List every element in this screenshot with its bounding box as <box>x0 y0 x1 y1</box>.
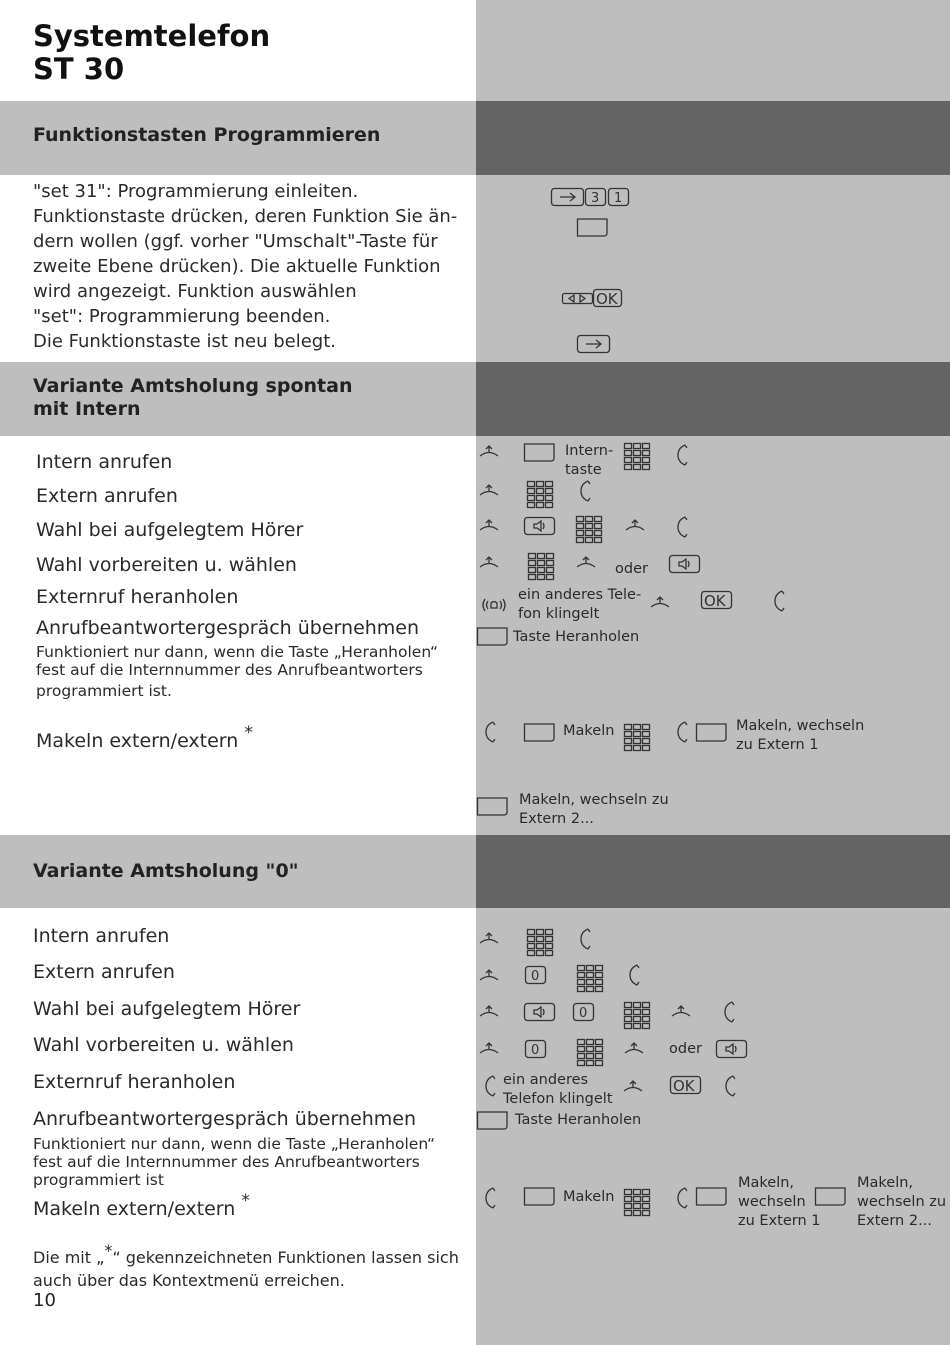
row-label: Extern anrufen <box>33 961 175 983</box>
label-line: Intern- <box>565 443 614 459</box>
ok-key-label: OK <box>704 592 726 610</box>
note-line: Funktioniert nur dann, wenn die Taste „Heranholen“ <box>36 643 439 661</box>
handset-talk-icon <box>578 480 592 502</box>
title-line: Systemtelefon <box>33 19 271 53</box>
label-line: fon klingelt <box>518 606 600 622</box>
row-label <box>36 723 253 752</box>
function-key-icon <box>524 723 556 743</box>
key-label <box>857 1174 946 1231</box>
keypad-icon <box>576 516 602 544</box>
keypad-icon <box>624 1002 650 1030</box>
handset-lift-icon <box>478 554 500 572</box>
key-label: Makeln <box>563 723 615 739</box>
text-line: Die Funktionstaste ist neu belegt. <box>33 331 336 352</box>
ringing-label <box>503 1071 613 1109</box>
keypad-icon <box>528 553 554 581</box>
note-line: fest auf die Internnummer des Anrufbeantworters <box>36 661 423 679</box>
oder-label: oder <box>615 561 648 577</box>
instruction-text <box>33 179 457 354</box>
function-key-icon <box>696 1187 728 1207</box>
footnote <box>33 1241 459 1292</box>
section-heading <box>33 375 352 421</box>
title-line: ST 30 <box>33 52 125 86</box>
handset-lift-icon <box>478 930 500 948</box>
section-band-dark <box>476 835 950 908</box>
row-label: Anrufbeantwortergespräch übernehmen <box>33 1108 417 1130</box>
keypad-icon <box>624 724 650 752</box>
keypad-icon <box>624 443 650 471</box>
function-key-icon <box>477 797 509 817</box>
label-line: Makeln, <box>857 1175 914 1191</box>
handset-lift-icon <box>478 517 500 535</box>
label-line: Extern 2... <box>857 1213 932 1229</box>
row-label: Intern anrufen <box>33 925 170 947</box>
key-label: Taste Heranholen <box>515 1112 642 1128</box>
speaker-key-icon <box>524 517 556 537</box>
footnote-text: “ gekennzeichneten Funktionen lassen sich <box>112 1248 459 1267</box>
keypad-icon <box>527 481 553 509</box>
handset-lift-icon <box>649 594 671 612</box>
label-line: Makeln, <box>738 1175 795 1191</box>
row-label: Anrufbeantwortergespräch übernehmen <box>36 617 420 639</box>
note-line: programmiert ist. <box>36 682 172 700</box>
keypad-icon <box>527 929 553 957</box>
key-digit: 0 <box>531 969 540 984</box>
function-key-icon <box>477 1111 509 1131</box>
row-label: Intern anrufen <box>36 451 173 473</box>
asterisk: * <box>241 1191 250 1211</box>
row-label-text: Makeln extern/extern <box>33 1198 236 1220</box>
right-column-panel <box>476 0 950 1345</box>
footnote-text: Die mit „ <box>33 1248 105 1267</box>
key-digit: 1 <box>614 191 623 206</box>
section-band-dark <box>476 101 950 175</box>
note-line: Funktioniert nur dann, wenn die Taste „Heranholen“ <box>33 1135 436 1153</box>
ringing-icon <box>481 598 507 614</box>
key-label: Makeln <box>563 1189 615 1205</box>
note-text <box>33 1135 435 1189</box>
row-label: Extern anrufen <box>36 485 178 507</box>
note-line: fest auf die Internnummer des Anrufbeantworters <box>33 1153 420 1171</box>
handset-lift-icon <box>478 1003 500 1021</box>
handset-lift-icon <box>478 443 500 461</box>
ok-key-label: OK <box>673 1077 695 1095</box>
keypad-icon <box>577 1039 603 1067</box>
zero-key-icon <box>573 1003 595 1023</box>
key-label <box>519 791 669 829</box>
row-label: Wahl bei aufgelegtem Hörer <box>33 998 301 1020</box>
arrow-ok-keys-icon <box>562 289 624 309</box>
handset-lift-icon <box>478 967 500 985</box>
page-title <box>33 20 270 86</box>
handset-lift-icon <box>622 1078 644 1096</box>
ok-key-icon <box>701 591 733 611</box>
heading-line: mit Intern <box>33 398 141 420</box>
text-line: Funktionstaste drücken, deren Funktion Sie än- <box>33 206 458 227</box>
asterisk: * <box>244 723 253 743</box>
row-label: Wahl bei aufgelegtem Hörer <box>36 519 304 541</box>
row-label-text: Makeln extern/extern <box>36 730 239 752</box>
label-line: taste <box>565 462 602 478</box>
function-key-icon <box>524 443 556 463</box>
handset-talk-icon <box>675 444 689 466</box>
label-line: zu Extern 1 <box>738 1213 821 1229</box>
row-label: Wahl vorbereiten u. wählen <box>33 1034 294 1056</box>
note-line: programmiert ist <box>33 1171 164 1189</box>
keypad-icon <box>624 1189 650 1217</box>
section-heading: Funktionstasten Programmieren <box>33 124 381 146</box>
handset-lift-icon <box>670 1003 692 1021</box>
note-text <box>36 643 438 700</box>
handset-talk-icon <box>483 1187 497 1209</box>
speaker-key-icon <box>669 555 701 575</box>
handset-talk-icon <box>675 516 689 538</box>
heading-line: Variante Amtsholung spontan <box>33 375 353 397</box>
text-line: "set 31": Programmierung einleiten. <box>33 181 359 202</box>
key-label <box>736 717 864 755</box>
handset-lift-icon <box>623 1040 645 1058</box>
function-key-icon <box>477 627 509 647</box>
ringing-label <box>518 586 641 624</box>
text-line: zweite Ebene drücken). Die aktuelle Funktion <box>33 256 441 277</box>
oder-label: oder <box>669 1041 702 1057</box>
text-line: "set": Programmierung beenden. <box>33 306 331 327</box>
function-key-icon <box>577 218 609 238</box>
speaker-key-icon <box>716 1040 748 1060</box>
label-line: Makeln, wechseln <box>736 718 865 734</box>
handset-talk-icon <box>578 928 592 950</box>
label-line: ein anderes Tele- <box>518 587 642 603</box>
handset-talk-icon <box>722 1001 736 1023</box>
handset-talk-icon <box>772 590 786 612</box>
key-label <box>565 442 613 480</box>
asterisk: * <box>104 1241 113 1260</box>
handset-talk-icon <box>675 1187 689 1209</box>
key-digit: 3 <box>591 191 600 206</box>
speaker-key-icon <box>524 1003 556 1023</box>
label-line: Extern 2... <box>519 811 594 827</box>
section-band-dark <box>476 362 950 436</box>
page-number: 10 <box>33 1290 56 1311</box>
key-label <box>738 1174 821 1231</box>
key-label: Taste Heranholen <box>513 629 640 645</box>
handset-talk-icon <box>723 1075 737 1097</box>
keypad-icon <box>577 965 603 993</box>
footnote-line <box>33 1241 459 1269</box>
footnote-line: auch über das Kontextmenü erreichen. <box>33 1271 345 1290</box>
function-key-icon <box>696 723 728 743</box>
key-digit: 0 <box>579 1006 588 1021</box>
handset-lift-icon <box>575 554 597 572</box>
handset-lift-icon <box>478 1040 500 1058</box>
zero-key-icon <box>525 1040 547 1060</box>
ok-key-icon <box>670 1076 702 1096</box>
handset-lift-icon <box>478 482 500 500</box>
ok-key-label: OK <box>596 290 618 308</box>
handset-talk-icon <box>483 1075 497 1097</box>
text-line: wird angezeigt. Funktion auswählen <box>33 281 357 302</box>
zero-key-icon <box>525 966 547 986</box>
function-key-icon <box>815 1187 847 1207</box>
label-line: ein anderes <box>503 1072 589 1088</box>
row-label: Wahl vorbereiten u. wählen <box>36 554 297 576</box>
handset-lift-icon <box>624 517 646 535</box>
key-digit: 0 <box>531 1043 540 1058</box>
row-label <box>33 1191 250 1220</box>
row-label: Externruf heranholen <box>33 1071 236 1093</box>
handset-talk-icon <box>483 721 497 743</box>
label-line: Telefon klingelt <box>503 1091 613 1107</box>
set-key-icon <box>577 335 611 355</box>
row-label: Externruf heranholen <box>36 586 239 608</box>
text-line: dern wollen (ggf. vorher "Umschalt"-Taste für <box>33 231 438 252</box>
label-line: wechseln <box>738 1194 806 1210</box>
label-line: Makeln, wechseln zu <box>519 792 669 808</box>
set-31-keys-icon <box>551 188 635 208</box>
label-line: wechseln zu <box>857 1194 947 1210</box>
section-heading: Variante Amtsholung "0" <box>33 860 299 882</box>
handset-talk-icon <box>627 964 641 986</box>
function-key-icon <box>524 1187 556 1207</box>
label-line: zu Extern 1 <box>736 737 819 753</box>
handset-talk-icon <box>675 721 689 743</box>
